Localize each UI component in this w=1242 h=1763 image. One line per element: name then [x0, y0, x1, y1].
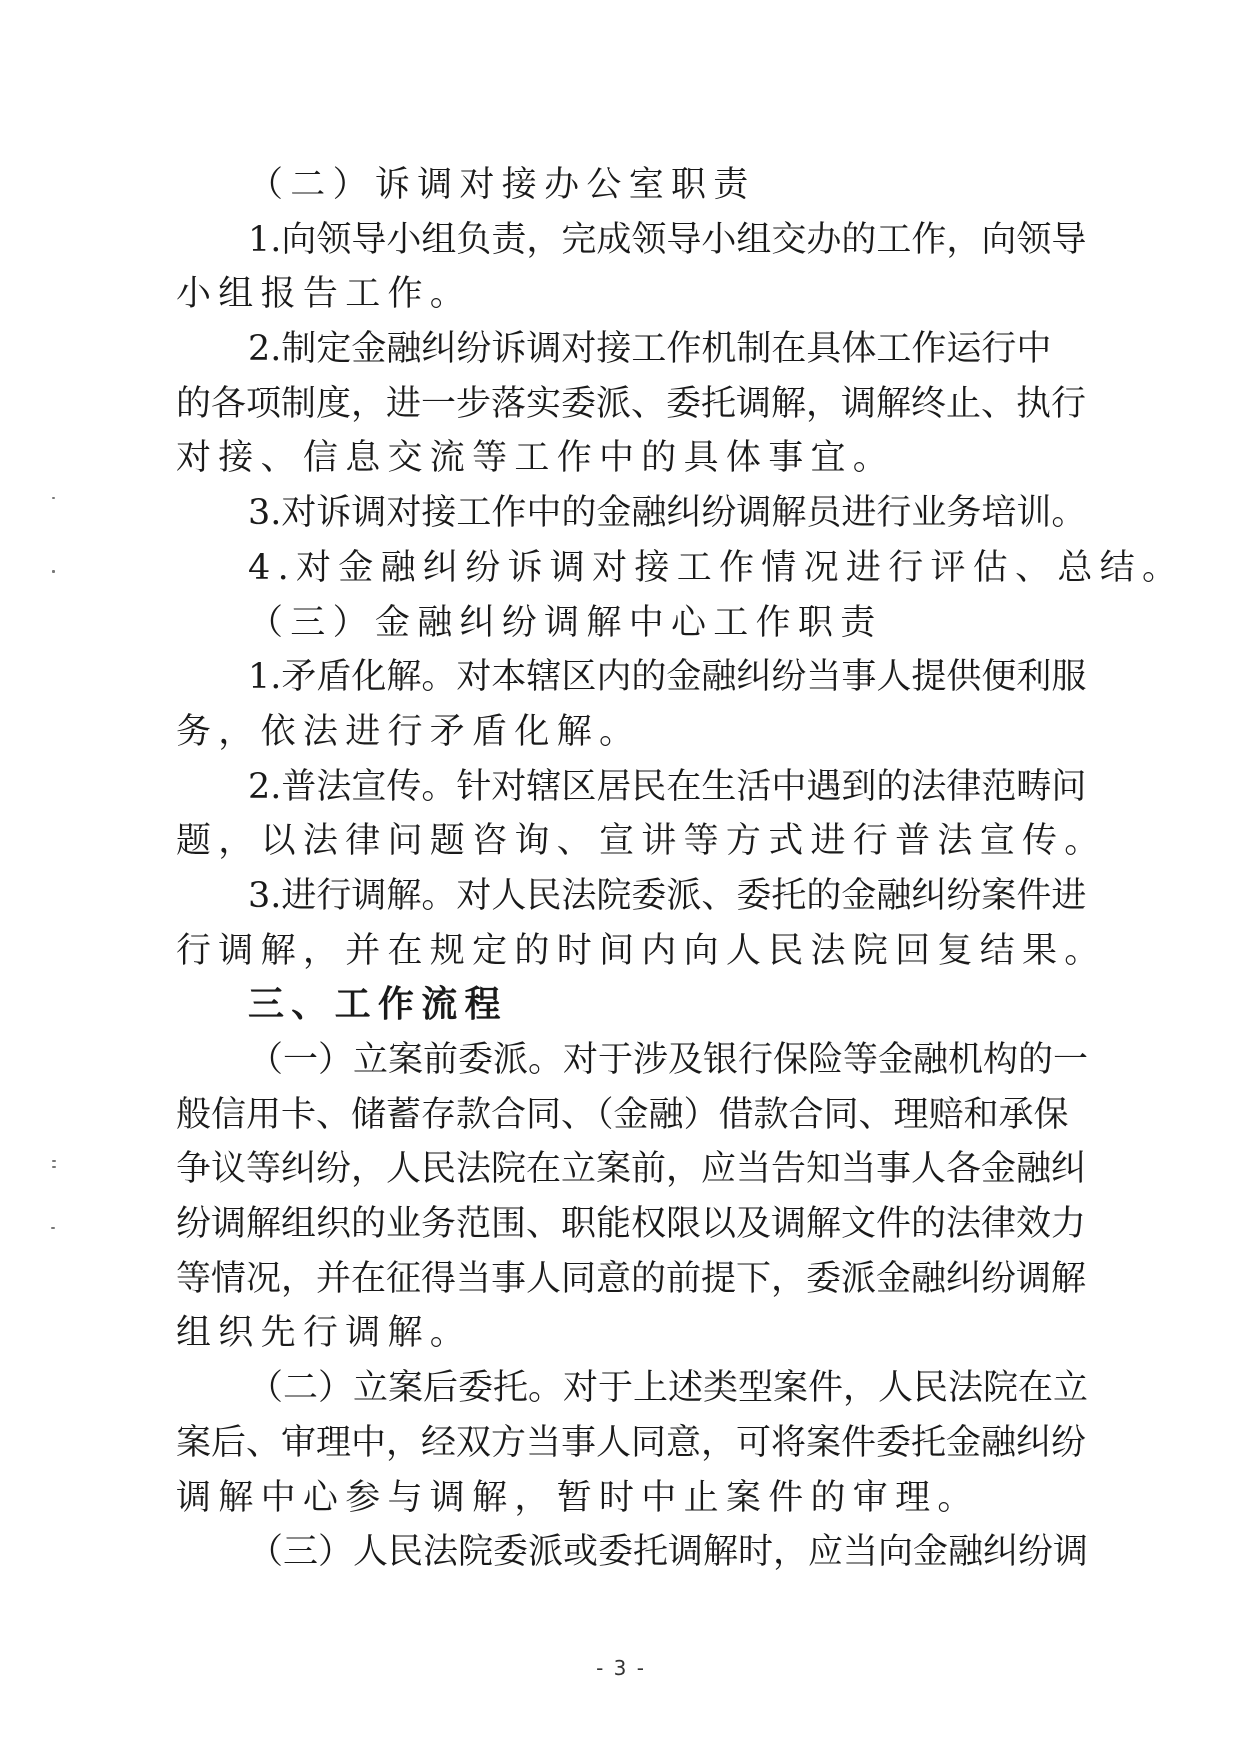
- paragraph-line: （一）立案前委派。对于涉及银行保险等金融机构的一: [248, 1040, 1089, 1080]
- scan-speck: [52, 1160, 56, 1162]
- paragraph-line: 般信用卡、储蓄存款合同、（金融）借款合同、理赔和承保: [176, 1094, 1069, 1135]
- paragraph-line: （二）立案后委托。对于上述类型案件，人民法院在立: [248, 1368, 1089, 1409]
- page-number: - 3 -: [596, 1656, 646, 1680]
- paragraph-line: 1.矛盾化解。对本辖区内的金融纠纷当事人提供便利服: [248, 657, 1087, 698]
- paragraph-line: 等情况，并在征得当事人同意的前提下，委派金融纠纷调解: [176, 1258, 1087, 1299]
- paragraph-line: 2.制定金融纠纷诉调对接工作机制在具体工作运行中: [248, 329, 1052, 370]
- paragraph-line: 争议等纠纷，人民法院在立案前，应当告知当事人各金融纠: [176, 1149, 1087, 1190]
- scan-speck: [52, 1166, 56, 1168]
- paragraph-line: 纷调解组织的业务范围、职能权限以及调解文件的法律效力: [176, 1204, 1087, 1245]
- chapter-heading: 三、工作流程: [248, 984, 508, 1026]
- paragraph-line: 2.普法宣传。针对辖区居民在生活中遇到的法律范畴问: [248, 766, 1087, 807]
- paragraph-line: 3.对诉调对接工作中的金融纠纷调解员进行业务培训。: [248, 493, 1087, 534]
- paragraph-line: 的各项制度，进一步落实委派、委托调解，调解终止、执行: [176, 383, 1087, 424]
- paragraph-line: 3.进行调解。对人民法院委派、委托的金融纠纷案件进: [248, 875, 1087, 916]
- section-heading: （三）金融纠纷调解中心工作职责: [248, 602, 883, 643]
- paragraph-line: 小组报告工作。: [176, 274, 473, 315]
- scan-speck: [51, 1227, 55, 1229]
- document-body: [176, 158, 1185, 1580]
- scan-speck: [52, 497, 55, 499]
- section-heading: （二）诉调对接办公室职责: [248, 165, 756, 205]
- paragraph-line: 行调解，并在规定的时间内向人民法院回复结果。: [176, 930, 1107, 971]
- paragraph-line: 对接、信息交流等工作中的具体事宜。: [176, 438, 896, 479]
- paragraph-line: 调解中心参与调解，暂时中止案件的审理。: [176, 1477, 980, 1518]
- paragraph-line: 案后、审理中，经双方当事人同意，可将案件委托金融纠纷: [176, 1422, 1087, 1463]
- paragraph-line: 组织先行调解。: [176, 1313, 473, 1354]
- paragraph-line: 1.向领导小组负责，完成领导小组交办的工作，向领导: [248, 219, 1087, 260]
- paragraph-line: 题，以法律问题咨询、宣讲等方式进行普法宣传。: [176, 821, 1107, 862]
- scan-speck: [52, 570, 55, 573]
- paragraph-line: 务，依法进行矛盾化解。: [176, 711, 642, 752]
- paragraph-line: 4.对金融纠纷诉调对接工作情况进行评估、总结。: [248, 547, 1185, 588]
- paragraph-line: （三）人民法院委派或委托调解时，应当向金融纠纷调: [248, 1532, 1089, 1573]
